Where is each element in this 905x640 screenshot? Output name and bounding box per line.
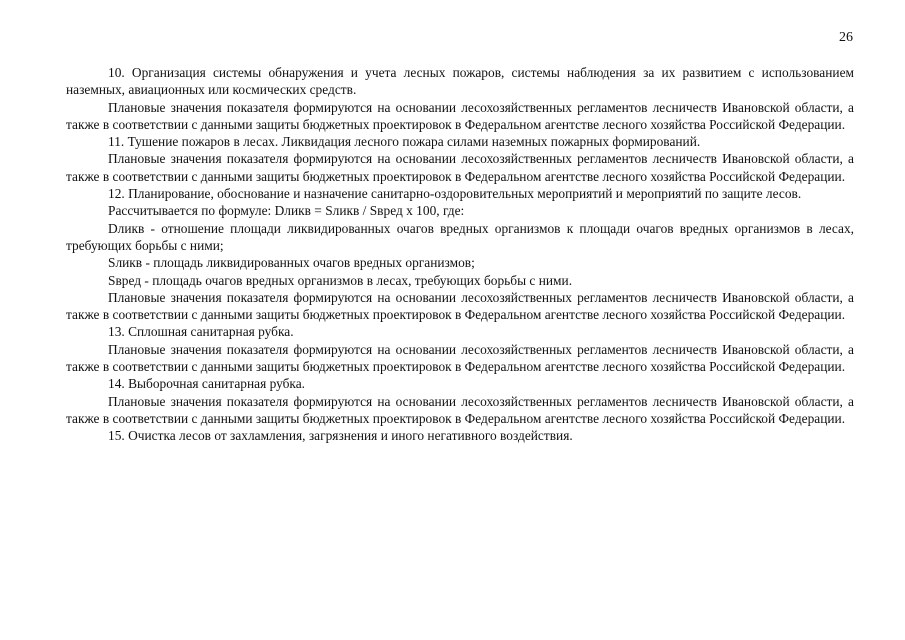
- paragraph-definition-s-likv: Sликв - площадь ликвидированных очагов вредных организмов;: [108, 255, 475, 271]
- paragraph-item-13-heading: 13. Сплошная санитарная рубка.: [108, 324, 294, 340]
- paragraph-item-12-planned-values: Плановые значения показателя формируются на основании лесохозяйственных регламентов лесничеств Ивановской области, а также в соответствии с данными защиты бюджетных проектировок в Федеральном агентстве лесного хозяйства Российской Федерации.: [66, 289, 854, 323]
- document-body: [66, 64, 854, 445]
- paragraph-item-10-heading: 10. Организация системы обнаружения и учета лесных пожаров, системы наблюдения за их развитием с использованием наземных, авиационных или космических средств.: [66, 65, 854, 98]
- paragraph-formula: Рассчитывается по формуле: Dликв = Sликв / Sвред x 100, где:: [108, 203, 465, 219]
- page-number: 26: [839, 30, 853, 45]
- paragraph-definition-s-vred: Sвред - площадь очагов вредных организмов в лесах, требующих борьбы с ними.: [108, 272, 573, 288]
- paragraph-item-14-heading: 14. Выборочная санитарная рубка.: [108, 376, 306, 392]
- paragraph-item-13-planned-values: Плановые значения показателя формируются на основании лесохозяйственных регламентов лесничеств Ивановской области, а также в соответствии с данными защиты бюджетных проектировок в Федеральном агентстве лесного хозяйства Российской Федерации.: [66, 341, 854, 375]
- paragraph-item-10-planned-values: Плановые значения показателя формируются на основании лесохозяйственных регламентов лесничеств Ивановской области, а также в соответствии с данными защиты бюджетных проектировок в Федеральном агентстве лесного хозяйства Российской Федерации.: [66, 99, 854, 132]
- paragraph-item-11-heading: 11. Тушение пожаров в лесах. Ликвидация лесного пожара силами наземных пожарных формирований.: [108, 134, 701, 150]
- paragraph-item-14-planned-values: Плановые значения показателя формируются на основании лесохозяйственных регламентов лесничеств Ивановской области, а также в соответствии с данными защиты бюджетных проектировок в Федеральном агентстве лесного хозяйства Российской Федерации.: [66, 393, 854, 426]
- paragraph-definition-d: Dликв - отношение площади ликвидированных очагов вредных организмов к площади очагов вредных организмов в лесах, требующих борьбы с ними;: [66, 220, 854, 253]
- paragraph-item-15-heading: 15. Очистка лесов от захламления, загрязнения и иного негативного воздействия.: [108, 428, 573, 444]
- paragraph-item-11-planned-values: Плановые значения показателя формируются на основании лесохозяйственных регламентов лесничеств Ивановской области, а также в соответствии с данными защиты бюджетных проектировок в Федеральном агентстве лесного хозяйства Российской Федерации.: [66, 151, 854, 184]
- paragraph-item-12-heading: 12. Планирование, обоснование и назначение санитарно-оздоровительных мероприятий и мероприятий по защите лесов.: [108, 186, 802, 202]
